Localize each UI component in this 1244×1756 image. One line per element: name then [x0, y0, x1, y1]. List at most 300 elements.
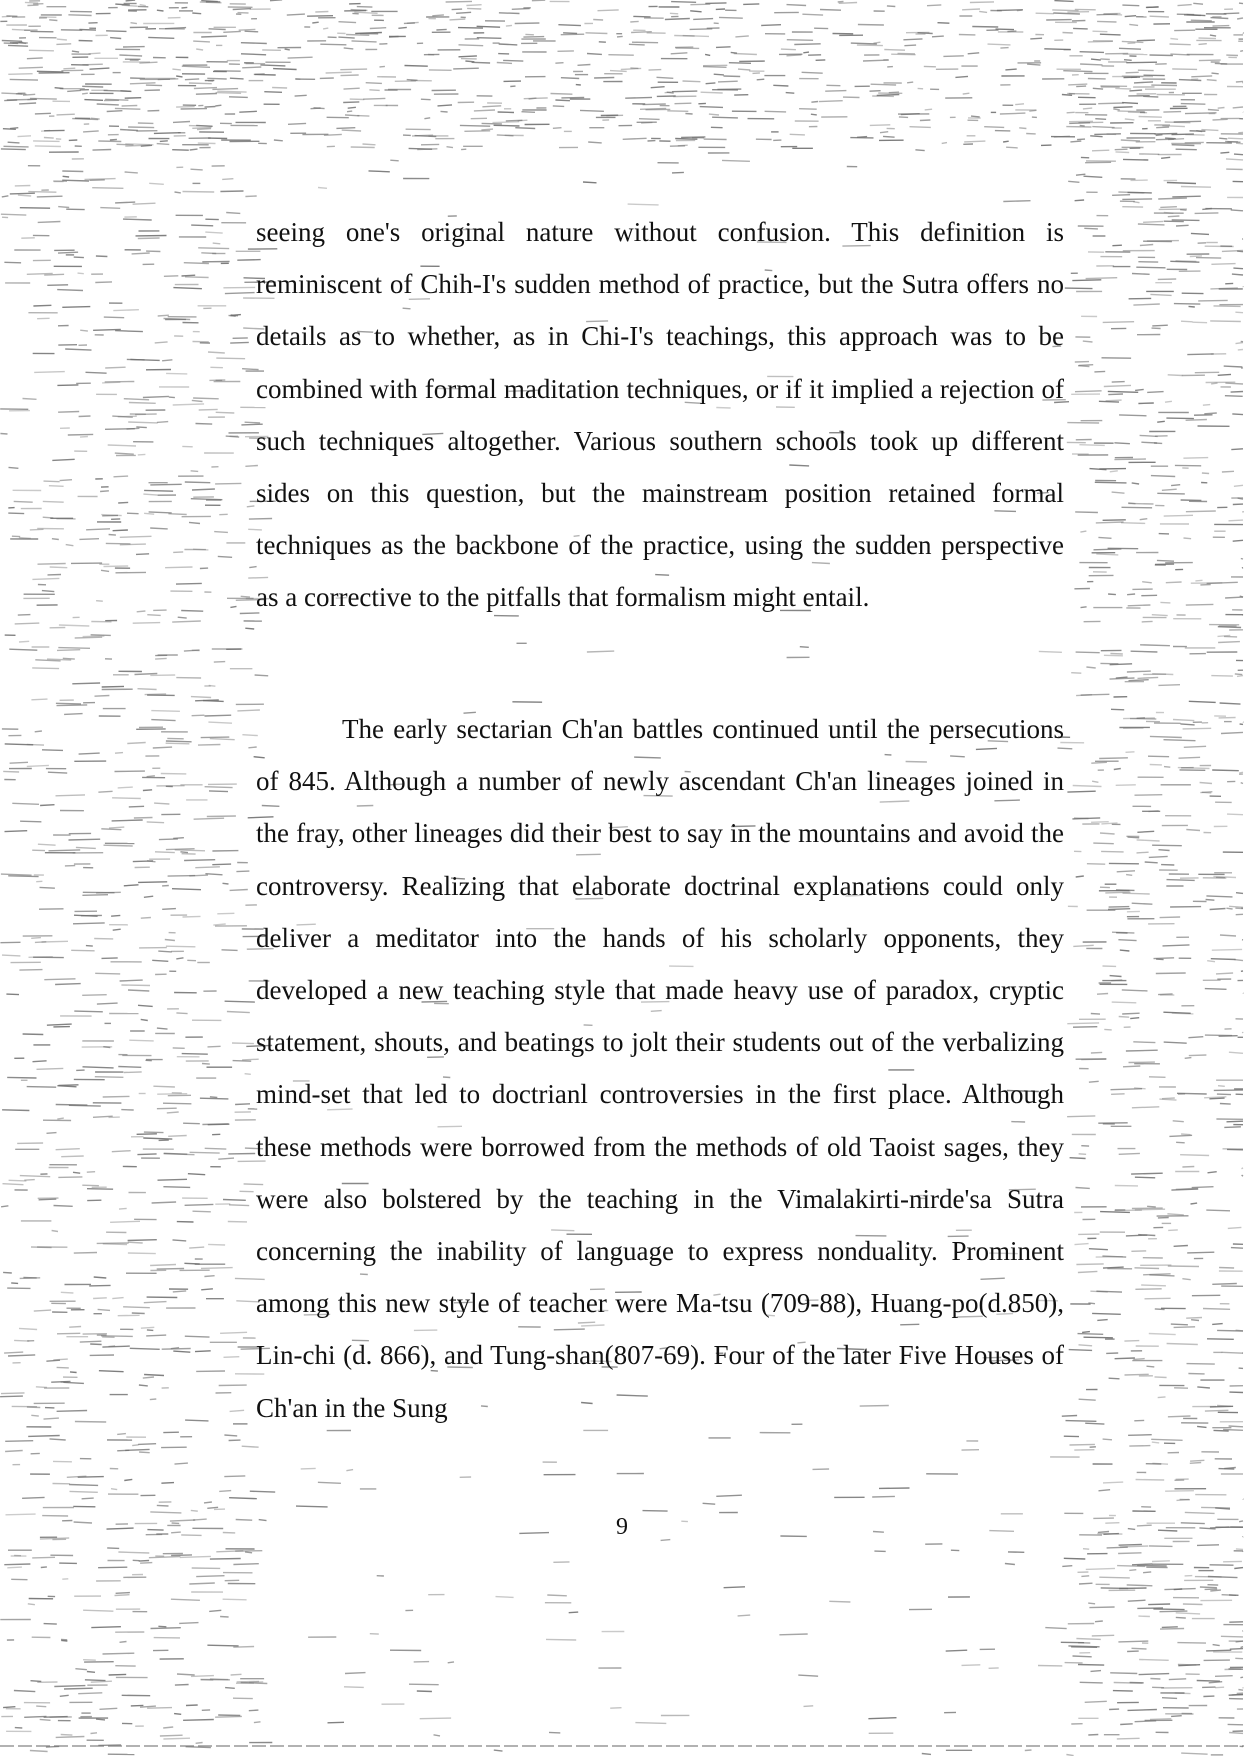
noise-dash [1005, 69, 1016, 70]
noise-dash [1091, 1052, 1102, 1053]
noise-dash [1062, 95, 1072, 96]
noise-dash [1109, 907, 1130, 908]
noise-dash [1211, 264, 1235, 265]
noise-dash [340, 69, 367, 70]
noise-dash [95, 973, 120, 974]
noise-dash [474, 110, 495, 111]
noise-dash [1241, 783, 1243, 784]
noise-dash [1126, 1050, 1158, 1051]
noise-dash [97, 104, 119, 105]
noise-dash [110, 139, 117, 140]
noise-dash [1, 149, 26, 150]
noise-dash [1231, 210, 1243, 211]
noise-dash [1167, 880, 1195, 881]
noise-dash [85, 179, 116, 180]
noise-dash [216, 412, 235, 413]
noise-dash [942, 143, 947, 144]
noise-dash [30, 529, 44, 530]
noise-dash [1172, 196, 1201, 197]
noise-dash [1070, 141, 1081, 142]
noise-dash [8, 45, 28, 46]
noise-dash [450, 19, 466, 20]
noise-dash [1218, 1086, 1225, 1087]
noise-dash [318, 1482, 341, 1483]
noise-dash [27, 765, 49, 766]
noise-dash [69, 839, 101, 840]
noise-dash [216, 358, 245, 359]
noise-dash [320, 44, 346, 45]
noise-dash [214, 662, 225, 663]
noise-dash [1084, 1337, 1113, 1338]
noise-dash [1218, 627, 1241, 628]
noise-dash [1212, 770, 1239, 771]
noise-dash [171, 1555, 192, 1556]
noise-dash [1128, 503, 1135, 504]
noise-dash [233, 1061, 252, 1062]
noise-dash [1122, 103, 1138, 104]
noise-dash [643, 104, 666, 105]
noise-dash [218, 556, 232, 557]
noise-dash [140, 1563, 152, 1564]
noise-dash [270, 0, 282, 1]
noise-dash [96, 1719, 105, 1720]
noise-dash [95, 1077, 124, 1078]
noise-dash [40, 805, 54, 806]
noise-dash [158, 1179, 188, 1180]
noise-dash [1073, 945, 1093, 946]
noise-dash [1225, 141, 1240, 142]
noise-dash [318, 188, 327, 189]
noise-dash [1168, 1416, 1191, 1417]
noise-dash [1092, 1313, 1121, 1314]
noise-dash [72, 51, 79, 52]
noise-dash [58, 648, 90, 649]
noise-dash [1110, 471, 1118, 472]
noise-dash [1137, 40, 1155, 41]
noise-dash [233, 1647, 254, 1648]
noise-dash [1186, 511, 1216, 512]
noise-dash [157, 1094, 187, 1095]
noise-dash [44, 1418, 59, 1419]
noise-dash [38, 844, 56, 845]
noise-dash [112, 820, 143, 821]
noise-dash [55, 88, 64, 89]
noise-dash [1151, 1439, 1182, 1440]
noise-dash [143, 494, 157, 495]
noise-dash [24, 1180, 35, 1181]
noise-dash [2, 41, 22, 42]
noise-dash [87, 1672, 95, 1673]
noise-dash [1119, 1017, 1130, 1018]
noise-dash [157, 1108, 177, 1109]
noise-dash [1070, 1158, 1086, 1159]
noise-dash [628, 204, 659, 205]
noise-dash [192, 128, 211, 129]
noise-dash [143, 1138, 172, 1139]
noise-dash [64, 1688, 93, 1689]
noise-dash [587, 54, 602, 55]
noise-dash [66, 545, 74, 546]
noise-dash [134, 818, 153, 819]
noise-dash [1089, 1249, 1108, 1250]
noise-dash [1100, 59, 1109, 60]
noise-dash [1177, 1499, 1190, 1500]
noise-dash [165, 567, 192, 568]
noise-dash [1131, 651, 1158, 652]
noise-dash [1157, 421, 1165, 422]
noise-dash [1128, 1710, 1157, 1711]
noise-dash [201, 1268, 233, 1269]
noise-dash [1212, 1284, 1237, 1285]
noise-dash [1224, 1127, 1241, 1128]
noise-dash [1147, 392, 1163, 393]
noise-dash [1097, 1320, 1107, 1321]
noise-dash [2, 955, 20, 956]
noise-dash [193, 1211, 211, 1212]
noise-dash [90, 68, 110, 69]
noise-dash [1176, 225, 1189, 226]
noise-dash [1169, 1679, 1186, 1680]
noise-dash [191, 1510, 198, 1511]
noise-dash [851, 43, 877, 44]
noise-dash [94, 1277, 107, 1278]
noise-dash [138, 1005, 153, 1006]
noise-dash [1118, 1553, 1141, 1554]
noise-dash [150, 528, 168, 529]
noise-dash [1132, 903, 1153, 904]
noise-dash [1085, 1423, 1104, 1424]
noise-dash [173, 288, 202, 289]
noise-dash [1167, 1214, 1183, 1215]
noise-dash [1158, 1397, 1166, 1398]
noise-dash [1085, 1701, 1107, 1702]
noise-dash [743, 4, 759, 5]
noise-dash [1114, 459, 1146, 460]
noise-dash [82, 1185, 99, 1186]
noise-dash [683, 81, 701, 82]
noise-dash [20, 1176, 50, 1177]
noise-dash [1139, 117, 1162, 118]
noise-dash [1212, 73, 1219, 74]
noise-dash [184, 263, 209, 264]
noise-dash [73, 923, 105, 924]
noise-dash [1109, 1378, 1120, 1379]
noise-dash [1193, 322, 1208, 323]
noise-dash [1220, 152, 1229, 153]
noise-dash [191, 1676, 214, 1677]
noise-dash [1156, 127, 1169, 128]
noise-dash [138, 689, 157, 690]
noise-dash [1068, 181, 1079, 182]
noise-dash [52, 459, 74, 460]
noise-dash [1236, 343, 1244, 344]
noise-dash [1137, 831, 1154, 832]
noise-dash [738, 1615, 751, 1616]
noise-dash [412, 135, 433, 136]
noise-dash [105, 429, 135, 430]
noise-dash [1083, 1549, 1089, 1550]
noise-dash [1080, 531, 1086, 532]
noise-dash [1186, 604, 1214, 605]
noise-dash [33, 305, 51, 306]
noise-dash [0, 1396, 23, 1397]
noise-dash [196, 49, 203, 50]
noise-dash [1155, 1377, 1167, 1378]
noise-dash [1164, 515, 1193, 516]
noise-dash [87, 1189, 113, 1190]
noise-dash [1096, 554, 1118, 555]
noise-dash [58, 252, 78, 253]
noise-dash [338, 37, 354, 38]
noise-dash [608, 55, 633, 56]
noise-dash [149, 1557, 181, 1558]
noise-dash [553, 128, 562, 129]
noise-dash [1111, 709, 1124, 710]
noise-dash [160, 141, 168, 142]
noise-dash [28, 1604, 35, 1605]
noise-dash [1110, 976, 1122, 977]
noise-dash [89, 1285, 110, 1286]
noise-dash [1112, 492, 1125, 493]
noise-dash [1150, 736, 1182, 737]
noise-dash [1084, 176, 1103, 177]
noise-dash [1129, 90, 1142, 91]
noise-dash [54, 1206, 73, 1207]
noise-dash [15, 623, 40, 624]
noise-dash [209, 686, 216, 687]
noise-dash [27, 1407, 40, 1408]
noise-dash [1116, 785, 1136, 786]
noise-dash [1202, 473, 1209, 474]
noise-dash [1212, 949, 1242, 950]
noise-dash [1103, 520, 1126, 521]
noise-dash [194, 818, 225, 819]
noise-dash [1128, 43, 1136, 44]
noise-dash [1191, 233, 1209, 234]
noise-dash [1206, 900, 1215, 901]
noise-dash [631, 32, 652, 33]
noise-dash [129, 806, 144, 807]
noise-dash [690, 4, 710, 5]
noise-dash [63, 1382, 84, 1383]
noise-dash [497, 63, 512, 64]
noise-dash [44, 274, 64, 275]
noise-dash [1108, 594, 1116, 595]
noise-dash [312, 22, 318, 23]
noise-dash [113, 929, 121, 930]
noise-dash [1113, 109, 1120, 110]
noise-dash [68, 15, 91, 16]
noise-dash [1097, 994, 1108, 995]
noise-dash [1092, 150, 1109, 151]
noise-dash [201, 1289, 213, 1290]
noise-dash [115, 331, 143, 332]
noise-dash [1237, 18, 1243, 19]
noise-dash [1172, 220, 1200, 221]
noise-dash [1, 93, 22, 94]
noise-dash [1158, 198, 1187, 199]
noise-dash [1116, 677, 1128, 678]
noise-dash [802, 72, 823, 73]
noise-dash [580, 110, 604, 111]
noise-dash [215, 105, 221, 106]
noise-dash [239, 111, 257, 112]
noise-dash [83, 1660, 96, 1661]
noise-dash [389, 37, 399, 38]
noise-dash [1091, 1671, 1102, 1672]
noise-dash [1125, 119, 1135, 120]
noise-dash [182, 7, 188, 8]
noise-dash [61, 1292, 74, 1293]
noise-dash [173, 552, 183, 553]
noise-dash [1118, 111, 1145, 112]
noise-dash [1214, 306, 1241, 307]
noise-dash [1199, 44, 1207, 45]
noise-dash [255, 675, 269, 676]
noise-dash [1200, 1587, 1217, 1588]
noise-dash [1236, 1549, 1243, 1550]
noise-dash [28, 192, 56, 193]
noise-dash [1077, 139, 1085, 140]
noise-dash [63, 68, 75, 69]
noise-dash [640, 108, 666, 109]
noise-dash [547, 1595, 567, 1596]
noise-dash [1120, 1546, 1149, 1547]
noise-dash [43, 517, 54, 518]
noise-dash [1209, 1682, 1223, 1683]
noise-dash [185, 79, 199, 80]
noise-dash [18, 615, 31, 616]
noise-dash [829, 1601, 850, 1602]
noise-dash [1160, 917, 1181, 918]
noise-dash [1176, 1613, 1200, 1614]
noise-dash [111, 1489, 117, 1490]
noise-dash [712, 117, 738, 118]
noise-dash [446, 1, 472, 2]
noise-dash [1146, 7, 1159, 8]
noise-dash [173, 122, 190, 123]
noise-dash [207, 1645, 238, 1646]
noise-dash [344, 88, 360, 89]
noise-dash [147, 776, 155, 777]
noise-dash [208, 722, 232, 723]
noise-dash [1104, 385, 1131, 386]
noise-dash [97, 1003, 118, 1004]
noise-dash [78, 1477, 104, 1478]
noise-dash [1114, 443, 1130, 444]
noise-dash [102, 1346, 129, 1347]
noise-dash [787, 5, 807, 6]
noise-dash [1111, 980, 1122, 981]
noise-dash [1072, 280, 1101, 281]
noise-dash [1135, 1209, 1165, 1210]
noise-dash [1183, 458, 1208, 459]
noise-dash [68, 434, 93, 435]
noise-dash [811, 102, 818, 103]
noise-dash [549, 1732, 560, 1733]
noise-dash [1075, 391, 1102, 392]
noise-dash [220, 1332, 247, 1333]
noise-dash [209, 791, 228, 792]
noise-dash [1115, 149, 1128, 150]
noise-dash [1137, 852, 1149, 853]
noise-dash [147, 822, 164, 823]
noise-dash [348, 107, 356, 108]
noise-dash [722, 160, 750, 161]
noise-dash [120, 130, 138, 131]
noise-dash [1187, 1252, 1214, 1253]
noise-dash [518, 120, 528, 121]
noise-dash [1080, 64, 1102, 65]
noise-dash [241, 54, 266, 55]
noise-dash [1236, 1330, 1243, 1331]
noise-dash [201, 36, 227, 37]
noise-dash [103, 1244, 127, 1245]
noise-dash [1170, 54, 1189, 55]
noise-dash [58, 207, 69, 208]
noise-dash [56, 44, 71, 45]
noise-dash [233, 9, 251, 10]
noise-dash [700, 107, 723, 108]
noise-dash [1234, 485, 1243, 486]
noise-dash [191, 697, 211, 698]
noise-dash [19, 1328, 37, 1329]
noise-dash [131, 1705, 144, 1706]
noise-dash [95, 696, 110, 697]
noise-dash [29, 50, 54, 51]
noise-dash [1093, 843, 1114, 844]
noise-dash [1132, 1107, 1159, 1108]
noise-dash [452, 9, 463, 10]
noise-dash [551, 94, 573, 95]
noise-dash [148, 37, 174, 38]
noise-dash [1162, 489, 1177, 490]
noise-dash [417, 1691, 432, 1692]
noise-dash [1138, 224, 1165, 225]
noise-dash [204, 1276, 214, 1277]
noise-dash [1150, 1719, 1171, 1720]
noise-dash [1103, 1482, 1123, 1483]
noise-dash [1, 1206, 8, 1207]
noise-dash [86, 946, 93, 947]
noise-dash [1073, 28, 1088, 29]
noise-dash [1162, 1627, 1178, 1628]
noise-dash [22, 1497, 44, 1498]
noise-dash [87, 1172, 95, 1173]
noise-dash [1153, 1609, 1184, 1610]
noise-dash [1208, 1172, 1217, 1173]
noise-dash [610, 71, 627, 72]
noise-dash [1149, 1546, 1173, 1547]
noise-dash [2, 1110, 29, 1111]
noise-dash [166, 743, 190, 744]
noise-dash [1129, 24, 1138, 25]
noise-dash [315, 12, 328, 13]
noise-dash [630, 21, 638, 22]
noise-dash [1128, 837, 1140, 838]
noise-dash [459, 56, 477, 57]
noise-dash [1135, 389, 1144, 390]
noise-dash [100, 208, 120, 209]
noise-dash [1133, 1042, 1155, 1043]
noise-dash [62, 180, 89, 181]
noise-dash [515, 23, 540, 24]
noise-dash [199, 409, 218, 410]
noise-dash [124, 1479, 132, 1480]
noise-dash [51, 1381, 70, 1382]
noise-dash [151, 720, 175, 721]
noise-dash [1086, 278, 1118, 279]
